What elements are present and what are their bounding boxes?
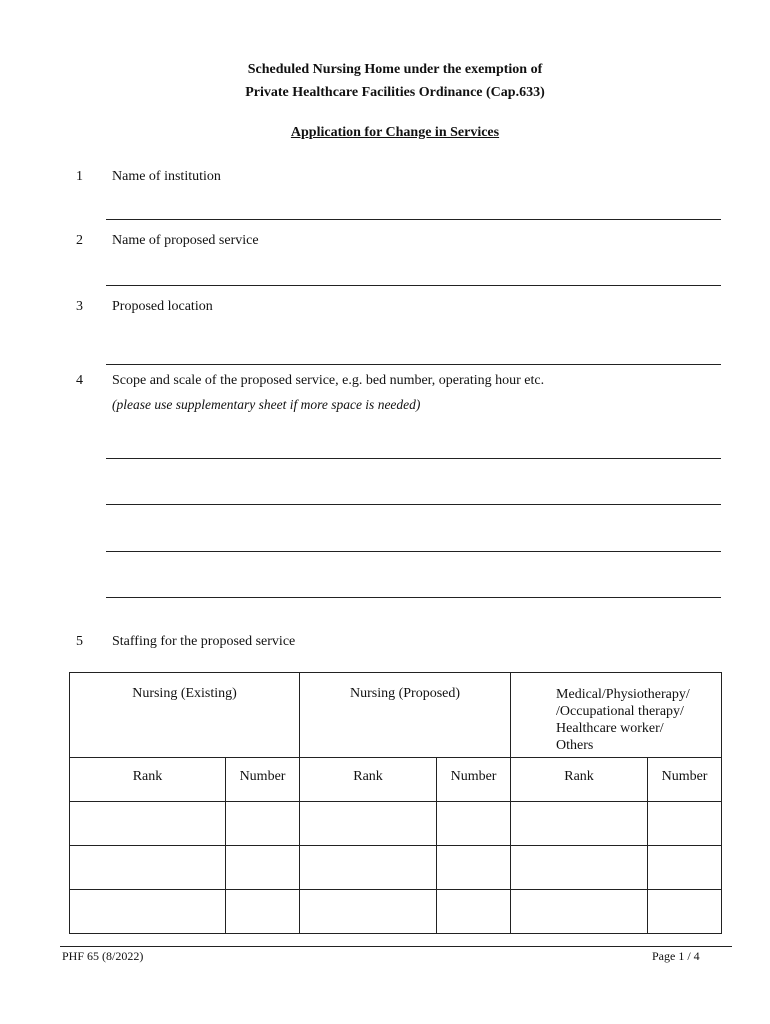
item-2-answer-line[interactable] xyxy=(106,285,721,286)
item-1-number: 1 xyxy=(76,169,83,184)
table-cell[interactable] xyxy=(300,802,437,846)
staffing-group-header-row xyxy=(70,673,722,758)
staffing-table xyxy=(69,672,722,934)
column-header-rank: Rank xyxy=(70,758,226,802)
group-nursing-existing: Nursing (Existing) xyxy=(70,673,300,758)
form-subtitle: Application for Change in Services xyxy=(290,125,500,140)
item-4-answer-line[interactable] xyxy=(106,458,721,459)
table-cell[interactable] xyxy=(437,802,511,846)
table-row xyxy=(70,890,722,934)
table-row xyxy=(70,802,722,846)
table-cell[interactable] xyxy=(226,890,300,934)
group-nursing-proposed: Nursing (Proposed) xyxy=(300,673,511,758)
column-header-rank: Rank xyxy=(300,758,437,802)
table-row xyxy=(70,846,722,890)
column-header-number: Number xyxy=(648,758,722,802)
table-cell[interactable] xyxy=(648,890,722,934)
page-number: Page 1 / 4 xyxy=(652,949,700,963)
staffing-column-header-row xyxy=(70,758,722,802)
item-2-number: 2 xyxy=(76,233,83,248)
column-header-number: Number xyxy=(226,758,300,802)
table-cell[interactable] xyxy=(226,846,300,890)
item-1-label: Name of institution xyxy=(112,169,221,184)
group-medical-others: Medical/Physiotherapy/ /Occupational therapy/ Healthcare worker/ Others xyxy=(511,673,722,758)
item-5-number: 5 xyxy=(76,634,83,649)
item-4-number: 4 xyxy=(76,373,83,388)
item-4-note: (please use supplementary sheet if more space is needed) xyxy=(112,397,421,412)
column-header-rank: Rank xyxy=(511,758,648,802)
form-code: PHF 65 (8/2022) xyxy=(62,949,144,963)
item-4-answer-line[interactable] xyxy=(106,504,721,505)
table-cell[interactable] xyxy=(300,890,437,934)
table-cell[interactable] xyxy=(300,846,437,890)
table-cell[interactable] xyxy=(437,846,511,890)
table-cell[interactable] xyxy=(511,846,648,890)
table-cell[interactable] xyxy=(70,890,226,934)
item-2-label: Name of proposed service xyxy=(112,233,259,248)
table-cell[interactable] xyxy=(70,846,226,890)
form-title-line1: Scheduled Nursing Home under the exemption of xyxy=(247,62,543,77)
table-cell[interactable] xyxy=(511,802,648,846)
item-3-number: 3 xyxy=(76,299,83,314)
table-cell[interactable] xyxy=(648,846,722,890)
item-3-answer-line[interactable] xyxy=(106,364,721,365)
table-cell[interactable] xyxy=(70,802,226,846)
form-title-line2: Private Healthcare Facilities Ordinance (Cap.633) xyxy=(245,85,545,100)
table-cell[interactable] xyxy=(437,890,511,934)
table-cell[interactable] xyxy=(648,802,722,846)
item-3-label: Proposed location xyxy=(112,299,213,314)
item-4-label: Scope and scale of the proposed service, e.g. bed number, operating hour etc. xyxy=(112,373,545,388)
item-1-answer-line[interactable] xyxy=(106,219,721,220)
table-cell[interactable] xyxy=(511,890,648,934)
item-5-label: Staffing for the proposed service xyxy=(112,634,296,649)
table-cell[interactable] xyxy=(226,802,300,846)
footer-divider xyxy=(60,946,732,947)
item-4-answer-line[interactable] xyxy=(106,551,721,552)
column-header-number: Number xyxy=(437,758,511,802)
item-4-answer-line[interactable] xyxy=(106,597,721,598)
